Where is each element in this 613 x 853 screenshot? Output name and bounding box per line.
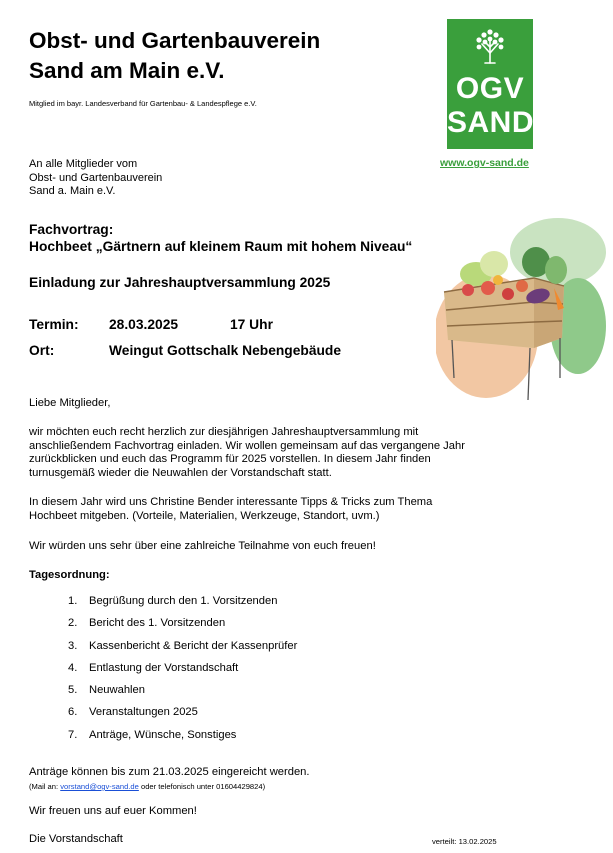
event-place: Weingut Gottschalk Nebengebäude [109,343,342,358]
agenda-list [51,590,297,746]
tree-icon [473,27,507,65]
lecture-title: Hochbeet „Gärtnern auf kleinem Raum mit hohem Niveau“ [29,239,413,254]
agenda-number: 5. [68,684,78,697]
agenda-item [51,657,297,679]
invitation-heading: Einladung zur Jahreshauptversammlung 2025 [29,275,331,290]
distribution-date: verteilt: 13.02.2025 [432,837,497,846]
organization-name-line1: Obst- und Gartenbauverein [29,28,321,53]
ogv-sand-logo [447,19,533,149]
closing-line: Wir freuen uns auf euer Kommen! [29,805,197,817]
greeting: Liebe Mitglieder, [29,397,111,409]
agenda-label: Veranstaltungen 2025 [89,706,198,719]
agenda-label: Begrüßung durch den 1. Vorsitzenden [89,595,278,607]
email-link[interactable]: vorstand@ogv-sand.de [60,782,139,791]
place-label: Ort: [29,343,55,358]
contact-line [29,782,265,791]
logo-text-sand: SAND [447,106,535,139]
logo-text-ogv: OGV [455,72,525,105]
agenda-number: 7. [68,728,78,741]
agenda-label: Kassenbericht & Bericht der Kassenprüfer [89,639,298,652]
agenda-item [51,612,297,634]
agenda-label: Entlastung der Vorstandschaft [89,661,239,674]
paragraph-speaker: In diesem Jahr wird uns Christine Bender interessante Tipps & Tricks zum Thema Hochbeet mitgeben. (Vorteile, Materialien, Werkzeuge, Standort, uvm.) [29,496,433,522]
agenda-label: Neuwahlen [89,684,145,697]
lecture-label: Fachvortrag: [29,222,114,237]
contact-prefix: (Mail an: [29,782,61,791]
recipient-address [29,158,162,199]
agenda-item [51,679,297,701]
motion-deadline: Anträge können bis zum 21.03.2025 eingereicht werden. [29,766,310,778]
organization-title [29,26,320,86]
membership-note: Mitglied im bayr. Landesverband für Gartenbau- & Landespflege e.V. [29,99,257,108]
agenda-label: Anträge, Wünsche, Sonstiges [89,728,237,741]
agenda-number: 2. [68,617,78,630]
agenda-heading: Tagesordnung: [29,569,110,581]
agenda-item [51,724,297,746]
contact-suffix: oder telefonisch unter 01604429824) [138,782,266,791]
signature: Die Vorstandschaft [29,833,123,845]
recipient-line: Obst- und Gartenbauverein [29,171,163,184]
agenda-number: 3. [68,639,78,652]
website-link[interactable]: www.ogv-sand.de [440,157,529,169]
event-time: 17 Uhr [230,317,273,332]
paragraph-participation: Wir würden uns sehr über eine zahlreiche Teilnahme von euch freuen! [29,540,376,552]
agenda-item [51,701,297,723]
organization-name-line2: Sand am Main e.V. [29,58,225,83]
event-date: 28.03.2025 [109,317,179,332]
agenda-number: 4. [68,661,78,674]
agenda-item [51,590,297,612]
agenda-number: 1. [68,595,78,607]
date-label: Termin: [29,317,79,332]
recipient-line: Sand a. Main e.V. [29,185,116,197]
recipient-line: An alle Mitglieder vom [29,158,138,170]
agenda-item [51,635,297,657]
agenda-number: 6. [68,706,78,719]
paragraph-intro: wir möchten euch recht herzlich zur diesjährigen Jahreshauptversammlung mit anschließendem Fachvortrag einladen. Wir wollen gemeinsam auf das vergangene Jahr zurückblicken und euch das Programm für 2025 vorstellen. In diesem Jahr finden turnusgemäß wieder die Neuwahlen der Vorstandschaft statt. [29,426,465,479]
agenda-label: Bericht des 1. Vorsitzenden [89,617,226,630]
